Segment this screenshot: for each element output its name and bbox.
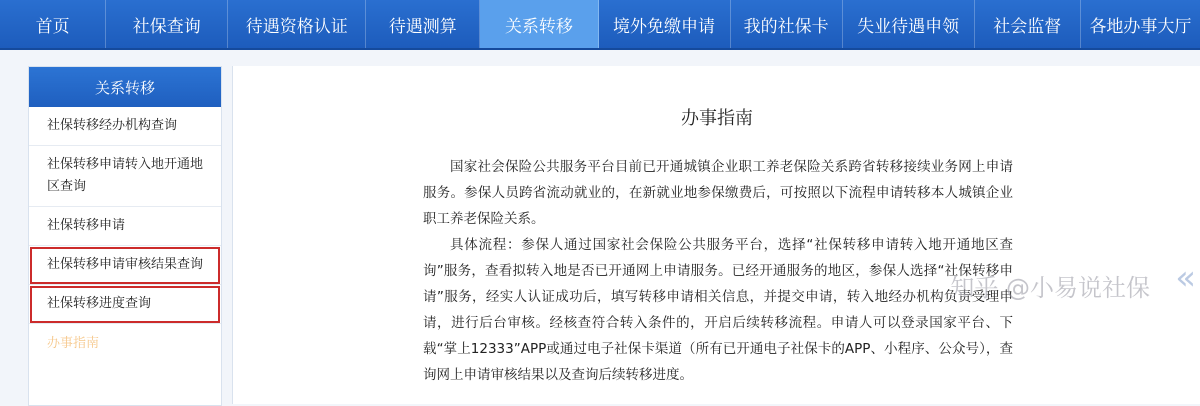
nav-local-service-halls[interactable]: 各地办事大厅 bbox=[1089, 16, 1192, 37]
nav-benefit-qualification[interactable]: 待遇资格认证 bbox=[228, 0, 366, 48]
page-title: 办事指南 bbox=[681, 108, 753, 129]
watermark: 知乎 @小易说社保 bbox=[950, 274, 1150, 302]
nav-social-supervision[interactable]: 社会监督 bbox=[975, 0, 1081, 48]
nav-unemployment-benefit[interactable]: 失业待遇申领 bbox=[843, 0, 975, 48]
sidebar-item-guide[interactable]: 办事指南 bbox=[47, 336, 100, 351]
main-content bbox=[232, 66, 1200, 404]
sidebar bbox=[28, 66, 222, 406]
sidebar-item-progress-query[interactable]: 社保转移进度查询 bbox=[29, 285, 221, 324]
nav-home[interactable]: 首页 bbox=[0, 0, 106, 48]
sidebar-header: 关系转移 bbox=[29, 67, 221, 107]
sidebar-item-review-result-query[interactable]: 社保转移申请审核结果查询 bbox=[29, 246, 221, 285]
chevron-left-icon: « bbox=[1175, 258, 1196, 298]
nav-my-social-card[interactable]: 我的社保卡 bbox=[731, 0, 843, 48]
nav-relation-transfer[interactable]: 关系转移 bbox=[480, 0, 598, 48]
sidebar-item-region-query[interactable]: 社保转移申请转入地开通地区查询 bbox=[29, 146, 221, 207]
guide-paragraph-intro: 国家社会保险公共服务平台目前已开通城镇企业职工养老保险关系跨省转移接续业务网上申请服务。参保人员跨省流动就业的，在新就业地参保缴费后，可按照以下流程申请转移本人城镇企业职工养老保险关系。 bbox=[423, 159, 1013, 227]
sidebar-item-agency-query[interactable]: 社保转移经办机构查询 bbox=[29, 107, 221, 146]
sidebar-item-transfer-apply[interactable]: 社保转移申请 bbox=[29, 207, 221, 246]
nav-benefit-calculation[interactable]: 待遇测算 bbox=[366, 0, 480, 48]
nav-overseas-exemption[interactable]: 境外免缴申请 bbox=[599, 0, 731, 48]
top-navigation bbox=[0, 0, 1200, 50]
guide-paragraph-process: 具体流程：参保人通过国家社会保险公共服务平台，选择“社保转移申请转入地开通地区查询”服务，查看拟转入地是否已开通网上申请服务。已经开通服务的地区，参保人选择“社保转移申请”服务，经实人认证成功后，填写转移申请相关信息，并提交申请，转入地经办机构负责受理申请，进行后台审核。经核查符合转入条件的，开启后续转移流程。申请人可以登录国家平台、下载“掌上12333”APP或通过电子社保卡渠道（所有已开通电子社保卡的APP、小程序、公众号），查询网上申请审核结果以及查询后续转移进度。 bbox=[423, 237, 1013, 383]
nav-social-security-query[interactable]: 社保查询 bbox=[106, 0, 228, 48]
